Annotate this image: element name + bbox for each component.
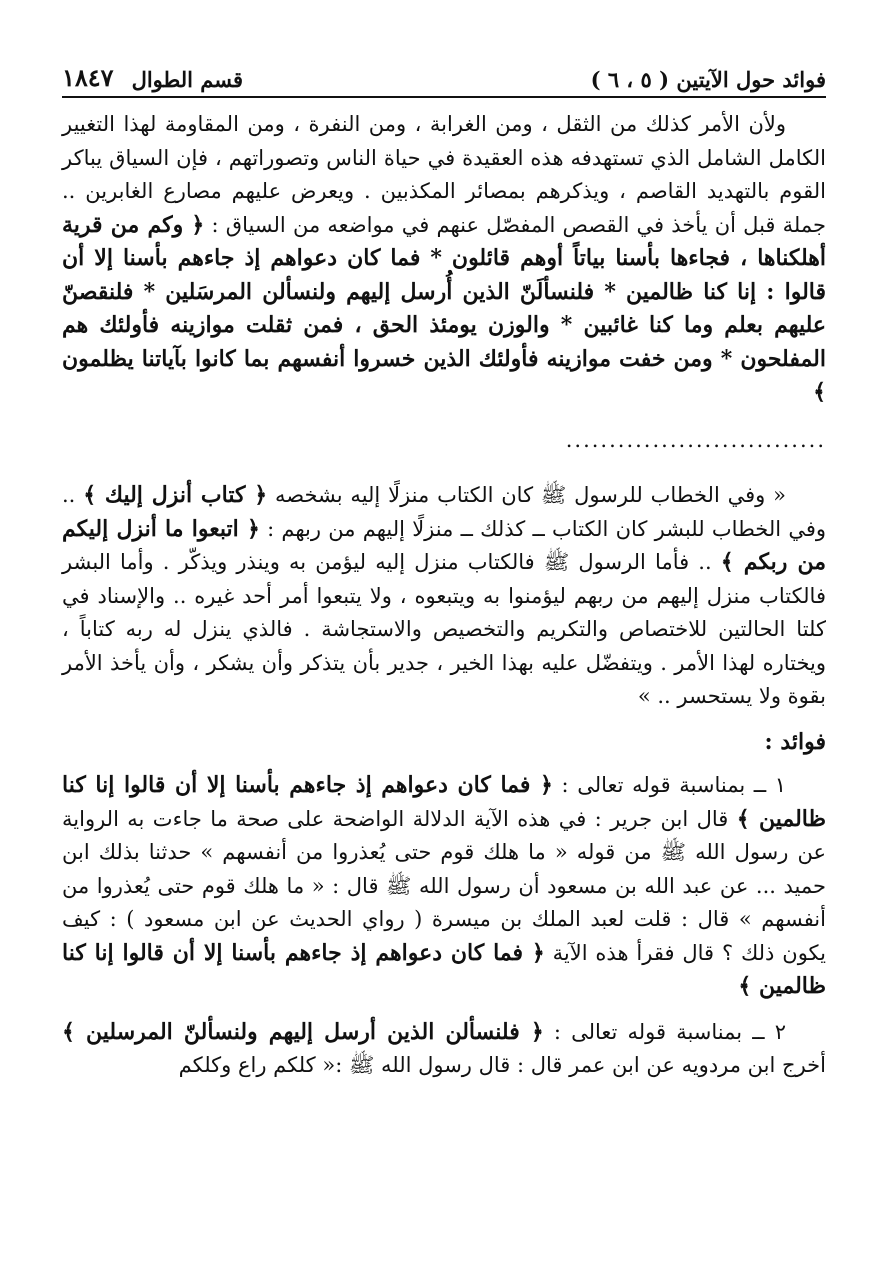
running-title: فوائد حول الآيتين ( ٥ ، ٦ ) [590,67,826,92]
paragraph-quotation [62,479,826,714]
benefit-2-body: أخرج ابن مردويه عن ابن عمر قال : قال رسول الله ﷺ :« كلكم راع وكلكم [178,1053,826,1077]
fawaid-heading: فوائد : [764,728,826,755]
quotation-part-3: .. فأما الرسول ﷺ فالكتاب منزل إليه ليؤمن به وينذر ويذكّر . وأما البشر فالكتاب منزل إليهم من ربهم ليؤمنوا به ويتبعوه ، ولا يتبعوا أمر أحد غيره .. والإسناد في كلتا الحالتين للاختصاص والتكريم والتخصيص والاستجاشة . فالذي ينزل له ربه كتاباً ، ويختاره لهذا الأمر . ويتفضّل عليه بهذا الخير ، جدير بأن يتذكر وأن يشكر ، وأن يأخذ الأمر بقوة ولا يستحسر .. » [62,550,826,708]
quran-quote-kitab: ﴿ كتاب أنزل إليك ﴾ [83,482,268,508]
section-name: قسم الطوال [131,67,244,92]
header-left-group [62,63,243,92]
benefit-1-quote-2: ﴿ فما كان دعواهم إذ جاءهم بأسنا إلا أن قالوا إنا كنا ظالمين ﴾ [62,939,826,999]
page-number: ١٨٤٧ [62,63,114,92]
benefit-2-quote: ﴿ فلنسألن الذين أرسل إليهم ولنسألنّ المرسلين ﴾ [62,1018,544,1045]
quotation-part-1: « وفي الخطاب للرسول ﷺ كان الكتاب منزلًا إليه بشخصه [267,483,786,507]
paragraph-intro [62,108,826,410]
benefit-2 [62,1016,826,1083]
spacer [62,1004,826,1016]
benefit-1-intro: ١ ــ بمناسبة قوله تعالى : [552,773,786,797]
header-rule [62,96,826,98]
dotted-separator: .............................. [565,427,826,452]
quotation-part-2: .. وفي الخطاب للبشر كان الكتاب ــ كذلك ــ منزلًا إليهم من ربهم : [62,483,827,541]
quran-quote-ittabiu: ﴿ اتبعوا ما أنزل إليكم من ربكم ﴾ [62,515,827,575]
benefit-1-body: قال ابن جرير : في هذه الآية الدلالة الواضحة على صحة ما جاءت به الرواية عن رسول الله ﷺ من قوله « ما هلك قوم حتى يُعذروا من أنفسهم » حدثنا بذلك ابن حميد ... عن عبد الله بن مسعود أن رسول الله ﷺ قال : « ما هلك قوم حتى يُعذروا من أنفسهم » قال : قلت لعبد الملك بن ميسرة ( رواي الحديث عن ابن مسعود ) : كيف يكون ذلك ؟ قال فقرأ هذه الآية [62,806,827,965]
page-content [62,108,826,1083]
paragraph-intro-text: ولأن الأمر كذلك من الثقل ، ومن الغرابة ، ومن النفرة ، ومن المقاومة لهذا التغيير الكامل الشامل الذي تستهدفه هذه العقيدة في حياة الناس وتصوراتهم ، فإن السياق يباكر القوم بالتهديد القاصم ، ويذكرهم بمصائر المكذبين . ويعرض عليهم مصارع الغابرين .. جملة قبل أن يأخذ في القصص المفصّل عنهم في مواضعه من السياق : [62,112,826,237]
quran-quote-verses: ﴿ وكم من قرية أهلكناها ، فجاءها بأسنا بياتاً أوهم قائلون * فما كان دعواهم إذ جاءهم بأسنا إلا أن قالوا : إنا كنا ظالمين * فلنسألَنّ الذين أُرسل إليهم ولنسألن المرسَلين * فلنقصنّ عليهم بعلم وما كنا غائبين * والوزن يومئذ الحق ، فمن ثقلت موازينه فأولئك هم المفلحون * ومن خفت موازينه فأولئك الذين خسروا أنفسهم بما كانوا بآياتنا يظلمون ﴾ [62,211,826,405]
benefit-1-quote-1: ﴿ فما كان دعواهم إذ جاءهم بأسنا إلا أن قالوا إنا كنا ظالمين ﴾ [62,772,826,832]
benefit-2-intro: ٢ ــ بمناسبة قوله تعالى : [543,1019,786,1044]
page-header [62,58,826,92]
benefit-1 [62,769,826,1004]
